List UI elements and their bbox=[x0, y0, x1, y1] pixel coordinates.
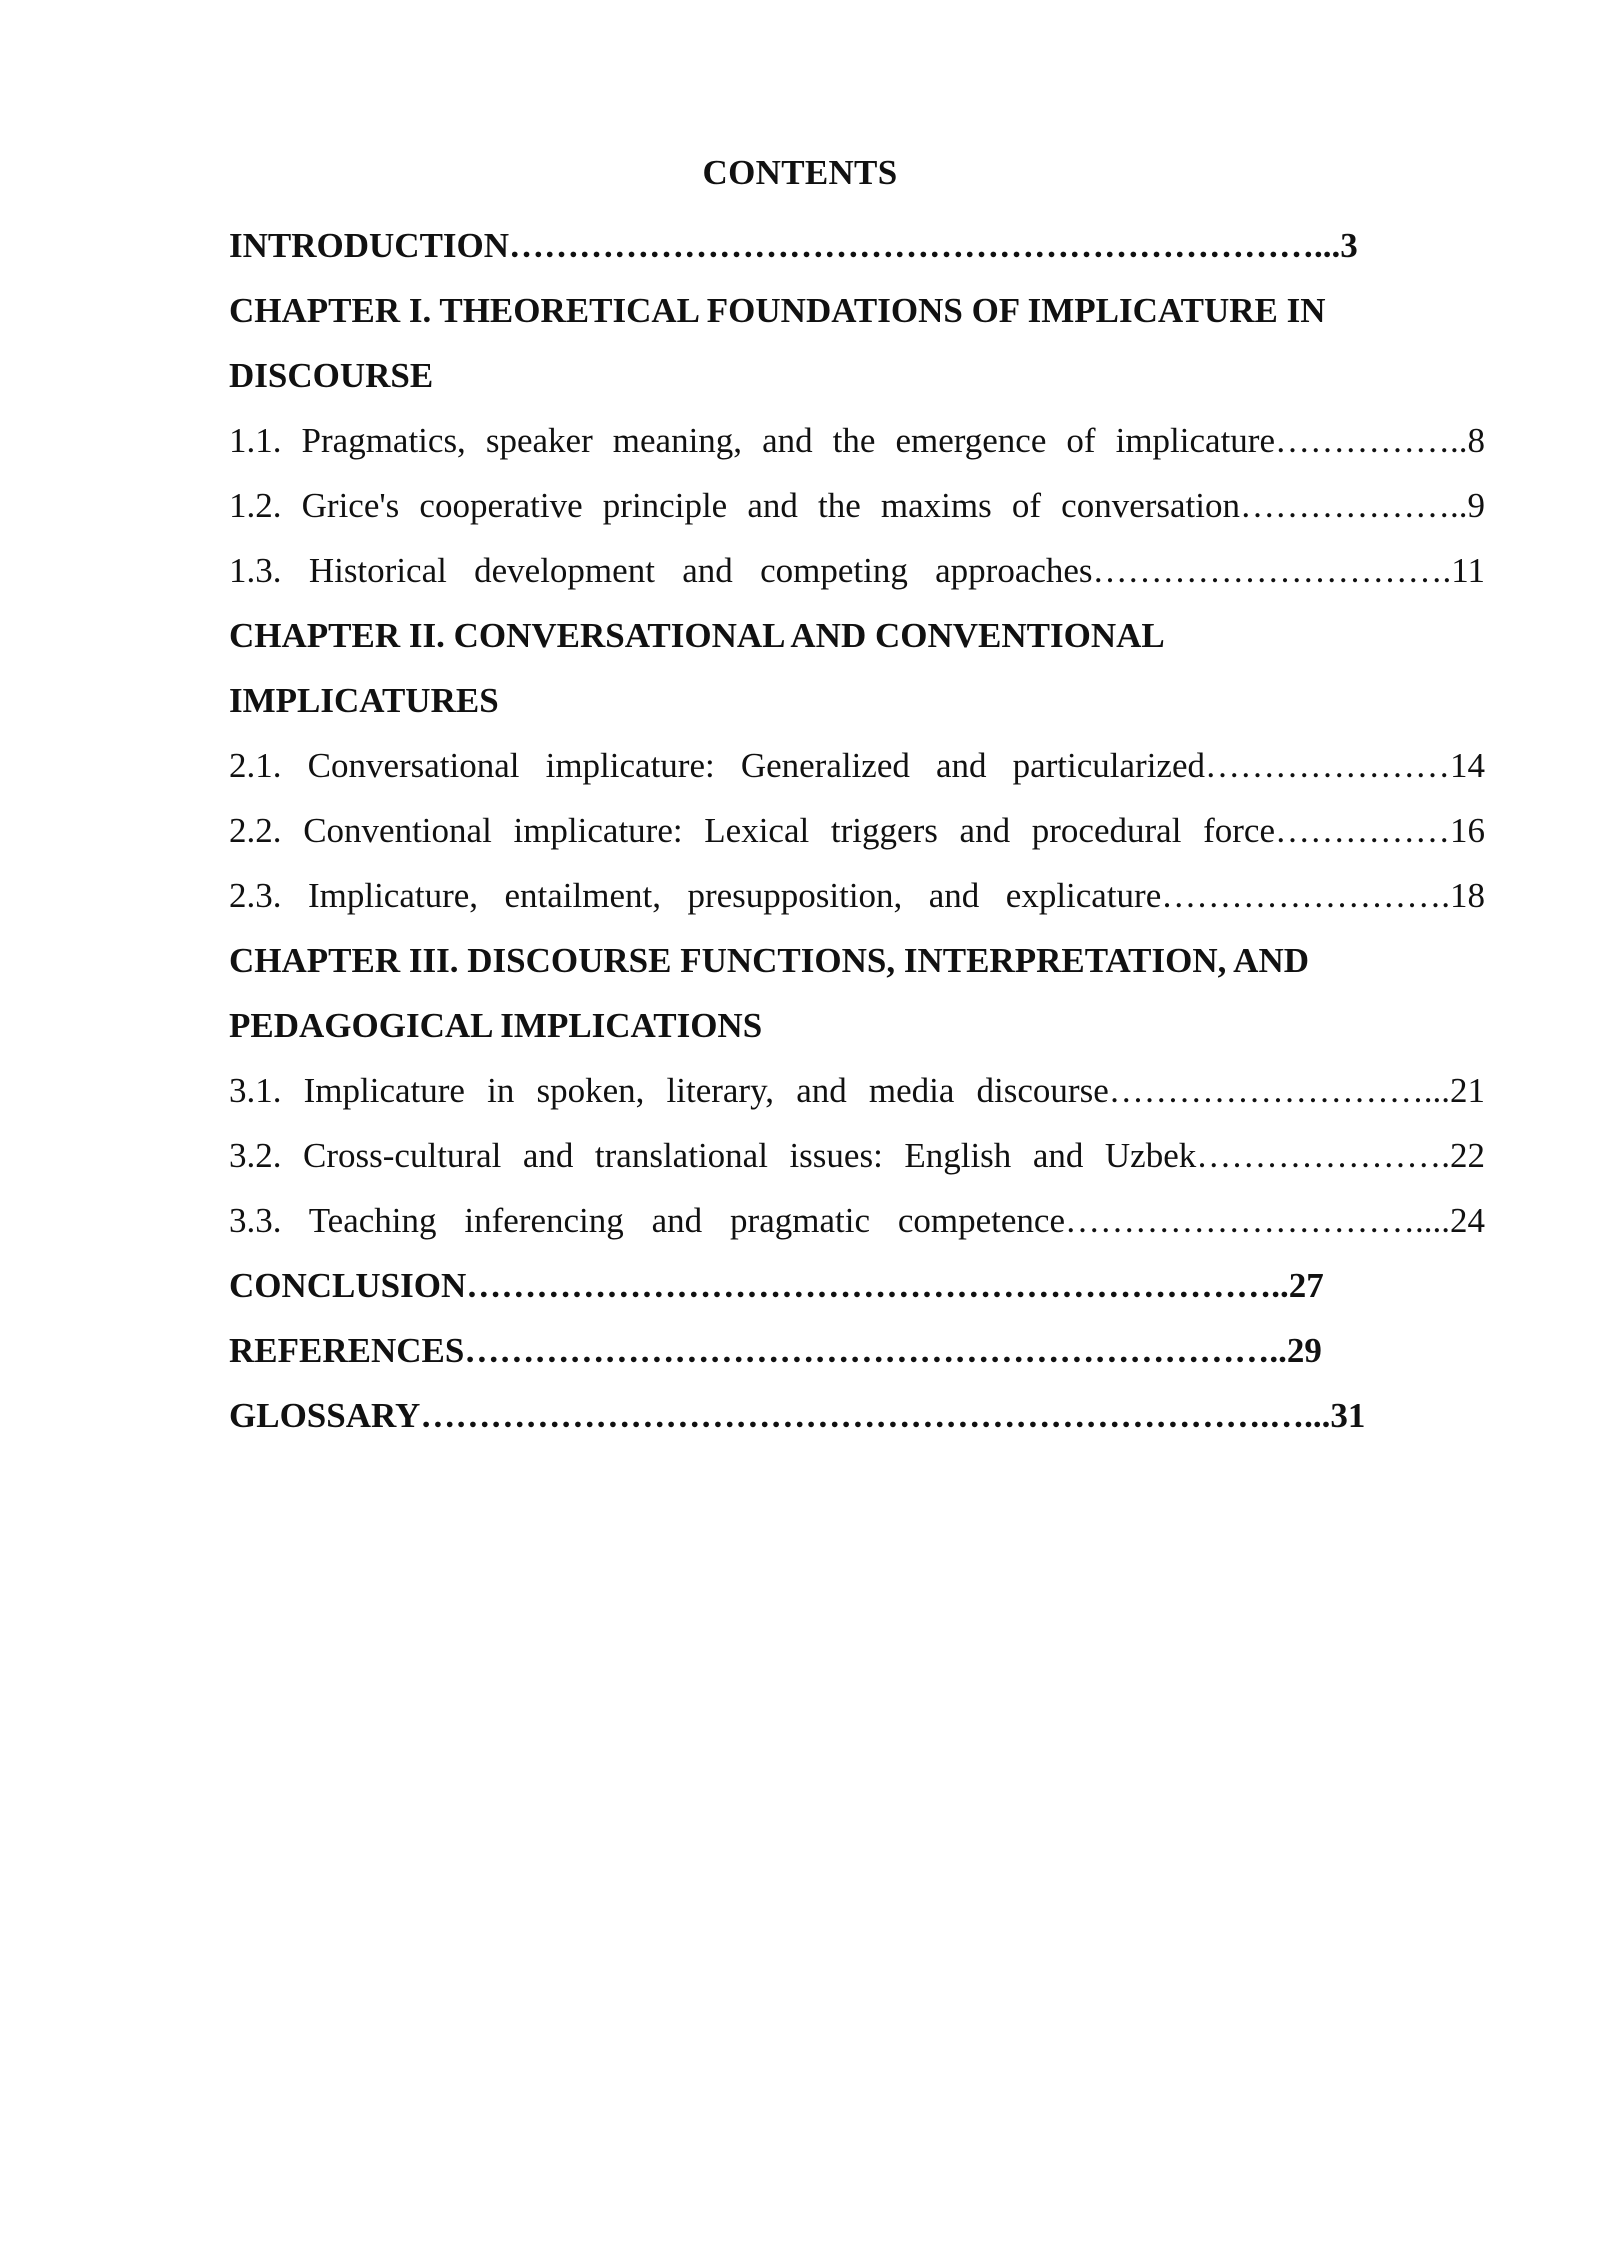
toc-entry: 2.3. Implicature, entailment, presupposition, and explicature…………………….18 bbox=[229, 876, 1485, 915]
toc-entry: 1.1. Pragmatics, speaker meaning, and the emergence of implicature……………..8 bbox=[229, 421, 1485, 460]
toc-entry: 3.1. Implicature in spoken, literary, and media discourse………………………...21 bbox=[229, 1071, 1485, 1110]
toc-entry: 2.2. Conventional implicature: Lexical triggers and procedural force……………16 bbox=[229, 811, 1485, 850]
toc-entry: GLOSSARY……………………………………………………………….…...31 bbox=[229, 1396, 1366, 1435]
toc-entry: REFERENCES……………………………………………………………..29 bbox=[229, 1331, 1322, 1370]
toc-entry: 3.2. Cross-cultural and translational issues: English and Uzbek………………….22 bbox=[229, 1136, 1485, 1175]
toc-chapter-heading: IMPLICATURES bbox=[229, 681, 499, 720]
toc-entry: CONCLUSION……………………………………………………………..27 bbox=[229, 1266, 1324, 1305]
toc-entry: 3.3. Teaching inferencing and pragmatic competence…………………………....24 bbox=[229, 1201, 1485, 1240]
toc-chapter-heading: DISCOURSE bbox=[229, 356, 434, 395]
toc-chapter-heading: CHAPTER I. THEORETICAL FOUNDATIONS OF IMPLICATURE IN bbox=[229, 291, 1326, 330]
toc-entry: INTRODUCTION……………………………………………………………...3 bbox=[229, 226, 1358, 265]
toc-entry: 1.2. Grice's cooperative principle and the maxims of conversation………………..9 bbox=[229, 486, 1485, 525]
toc-entry: 1.3. Historical development and competing approaches………………………….11 bbox=[229, 551, 1485, 590]
table-of-contents bbox=[229, 213, 1485, 1448]
toc-chapter-heading: CHAPTER II. CONVERSATIONAL AND CONVENTIONAL bbox=[229, 616, 1165, 655]
toc-chapter-heading: PEDAGOGICAL IMPLICATIONS bbox=[229, 1006, 763, 1045]
toc-chapter-heading: CHAPTER III. DISCOURSE FUNCTIONS, INTERPRETATION, AND bbox=[229, 941, 1309, 980]
page-title: CONTENTS bbox=[702, 153, 898, 192]
toc-entry: 2.1. Conversational implicature: Generalized and particularized…………………14 bbox=[229, 746, 1485, 785]
